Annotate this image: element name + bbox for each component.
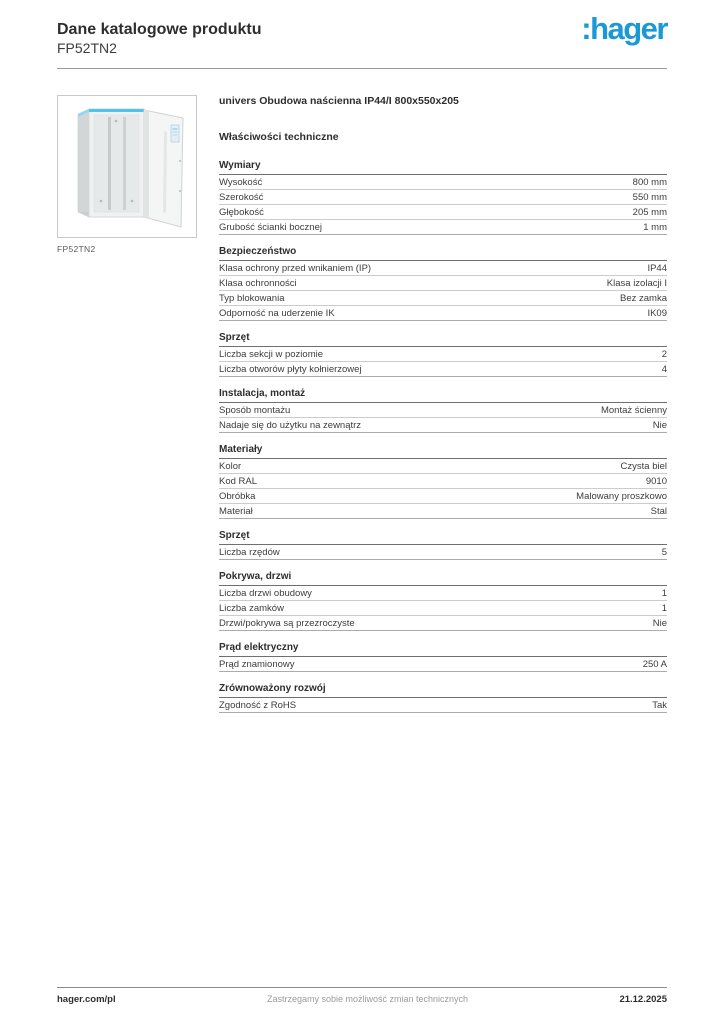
spec-section-title: Instalacja, montaż: [219, 388, 667, 403]
spec-row: [219, 586, 667, 601]
spec-label: Zgodność z RoHS: [219, 699, 297, 711]
spec-label: Kolor: [219, 460, 242, 472]
spec-row: [219, 205, 667, 220]
spec-label: Obróbka: [219, 490, 256, 502]
spec-label: Klasa ochrony przed wnikaniem (IP): [219, 262, 372, 274]
spec-row: [219, 261, 667, 276]
spec-row: [219, 175, 667, 190]
spec-section-title: Prąd elektryczny: [219, 642, 667, 657]
spec-section-title: Pokrywa, drzwi: [219, 571, 667, 586]
product-code: FP52TN2: [57, 40, 117, 56]
spec-value: IK09: [647, 307, 667, 319]
spec-value: Bez zamka: [620, 292, 667, 304]
spec-label: Liczba drzwi obudowy: [219, 587, 312, 599]
spec-value: 250 A: [642, 658, 667, 670]
spec-label: Klasa ochronności: [219, 277, 297, 289]
spec-section: [219, 642, 667, 672]
footer-date: 21.12.2025: [619, 994, 667, 1005]
spec-value: 1: [661, 587, 667, 599]
tech-properties-title: Właściwości techniczne: [219, 131, 339, 143]
specs-column: [219, 95, 667, 724]
spec-value: 2: [661, 348, 667, 360]
spec-value: Nie: [652, 617, 667, 629]
spec-label: Głębokość: [219, 206, 264, 218]
spec-value: 4: [661, 363, 667, 375]
spec-row: [219, 616, 667, 631]
spec-value: 1 mm: [643, 221, 667, 233]
spec-section-title: Sprzęt: [219, 530, 667, 545]
spec-row: [219, 474, 667, 489]
spec-value: Stal: [650, 505, 667, 517]
spec-row: [219, 347, 667, 362]
spec-section: [219, 388, 667, 433]
spec-row: [219, 291, 667, 306]
spec-row: [219, 306, 667, 321]
spec-section: [219, 571, 667, 631]
spec-value: 550 mm: [632, 191, 667, 203]
spec-value: Klasa izolacji I: [606, 277, 667, 289]
spec-label: Liczba rzędów: [219, 546, 280, 558]
enclosure-cabinet-open-door-icon: [64, 101, 190, 232]
spec-section: [219, 444, 667, 519]
spec-row: [219, 418, 667, 433]
product-image-caption: FP52TN2: [57, 244, 96, 254]
product-image: [57, 95, 197, 238]
spec-value: Malowany proszkowo: [576, 490, 667, 502]
spec-label: Typ blokowania: [219, 292, 285, 304]
spec-value: 5: [661, 546, 667, 558]
spec-section: [219, 530, 667, 560]
spec-row: [219, 459, 667, 474]
spec-row: [219, 220, 667, 235]
spec-row: [219, 489, 667, 504]
spec-label: Prąd znamionowy: [219, 658, 295, 670]
spec-label: Drzwi/pokrywa są przezroczyste: [219, 617, 355, 629]
spec-section-title: Sprzęt: [219, 332, 667, 347]
spec-row: [219, 504, 667, 519]
spec-label: Materiał: [219, 505, 253, 517]
spec-row: [219, 403, 667, 418]
page-title: Dane katalogowe produktu: [57, 21, 262, 38]
spec-label: Liczba otworów płyty kołnierzowej: [219, 363, 362, 375]
product-name: univers Obudowa naścienna IP44/I 800x550x205: [219, 95, 459, 107]
page-footer: [57, 987, 667, 1005]
spec-value: Tak: [652, 699, 667, 711]
spec-value: 9010: [645, 475, 667, 487]
footer-website: hager.com/pl: [57, 994, 116, 1005]
spec-section: [219, 332, 667, 377]
main-content: [57, 95, 667, 724]
hager-logo: :hager: [581, 11, 667, 46]
spec-row: [219, 190, 667, 205]
spec-value: Czysta biel: [620, 460, 667, 472]
spec-label: Szerokość: [219, 191, 264, 203]
spec-value: 205 mm: [632, 206, 667, 218]
spec-section-title: Bezpieczeństwo: [219, 246, 667, 261]
page-header: [57, 0, 667, 69]
spec-label: Liczba zamków: [219, 602, 284, 614]
spec-value: 1: [661, 602, 667, 614]
spec-label: Sposób montażu: [219, 404, 291, 416]
spec-value: IP44: [647, 262, 667, 274]
spec-row: [219, 545, 667, 560]
spec-value: 800 mm: [632, 176, 667, 188]
spec-row: [219, 601, 667, 616]
spec-section: [219, 160, 667, 235]
spec-row: [219, 362, 667, 377]
spec-label: Grubość ścianki bocznej: [219, 221, 322, 233]
spec-row: [219, 657, 667, 672]
footer-disclaimer: Zastrzegamy sobie możliwość zmian technicznych: [266, 994, 469, 1004]
spec-row: [219, 698, 667, 713]
spec-label: Wysokość: [219, 176, 263, 188]
spec-value: Nie: [652, 419, 667, 431]
spec-label: Odporność na uderzenie IK: [219, 307, 335, 319]
spec-label: Liczba sekcji w poziomie: [219, 348, 324, 360]
spec-row: [219, 276, 667, 291]
spec-label: Kod RAL: [219, 475, 258, 487]
spec-section-title: Wymiary: [219, 160, 667, 175]
spec-section: [219, 246, 667, 321]
product-image-column: [57, 95, 219, 724]
spec-value: Montaż ścienny: [600, 404, 667, 416]
spec-section: [219, 683, 667, 713]
spec-section-title: Zrównoważony rozwój: [219, 683, 667, 698]
spec-section-title: Materiały: [219, 444, 667, 459]
spec-label: Nadaje się do użytku na zewnątrz: [219, 419, 362, 431]
specs-table: [219, 160, 667, 713]
